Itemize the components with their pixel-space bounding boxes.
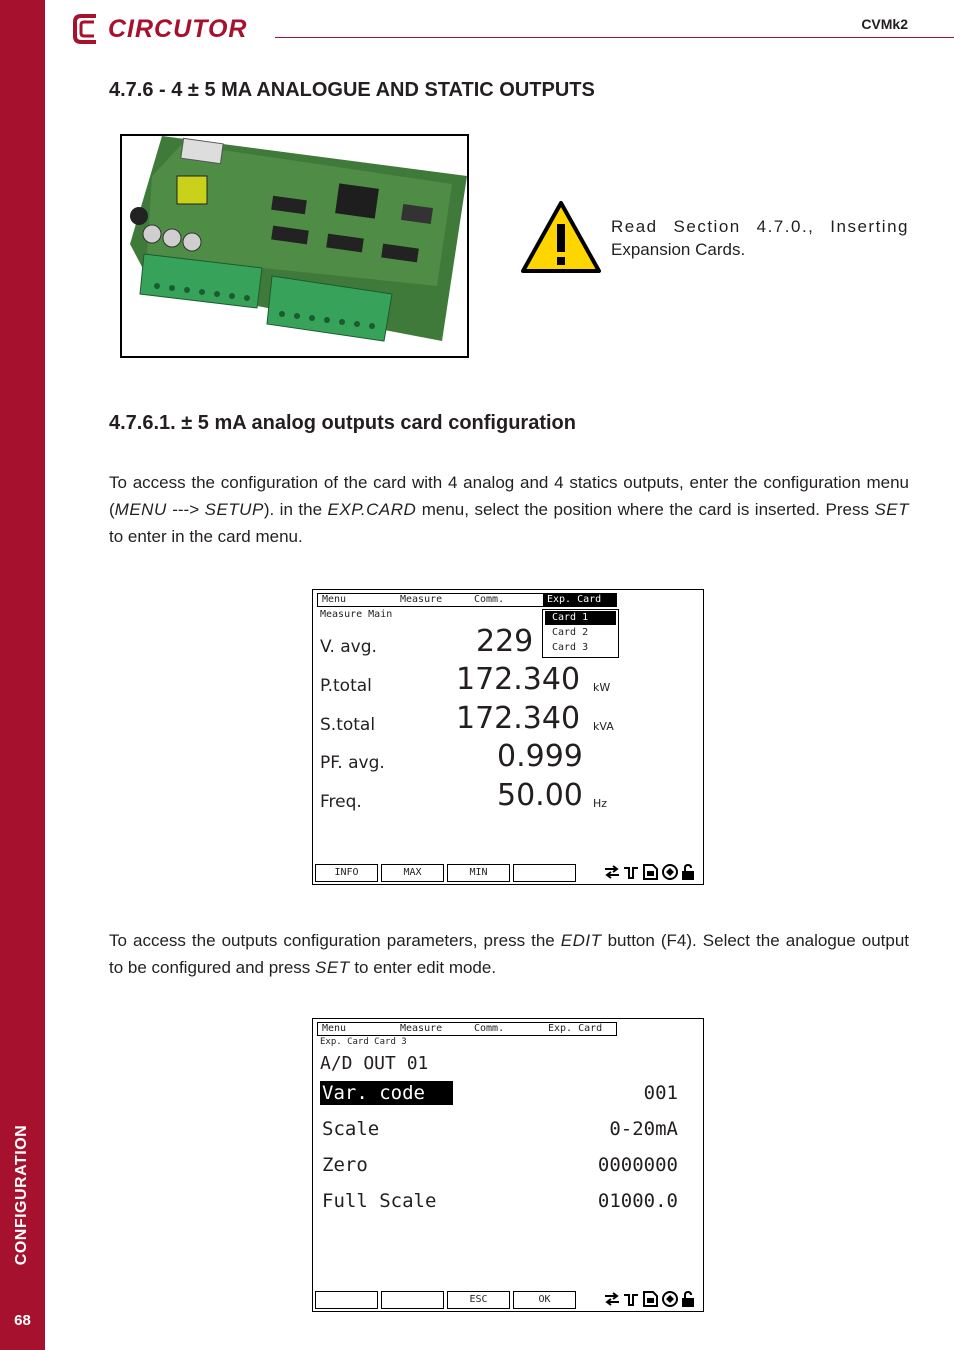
function-keys (315, 864, 579, 882)
param-value-var-code: 001 (643, 1082, 678, 1104)
menu-item-comm[interactable]: Comm. (474, 1023, 505, 1034)
rotation-icon (661, 1290, 679, 1308)
text-run: ---> (166, 500, 205, 519)
fkey-f2[interactable] (381, 1291, 444, 1309)
fkey-ok[interactable]: OK (513, 1291, 576, 1309)
warning-text (611, 215, 909, 261)
fkey-f4[interactable] (513, 864, 576, 882)
fkey-esc[interactable]: ESC (447, 1291, 510, 1309)
menu-item-exp-card[interactable]: Exp. Card (543, 594, 616, 606)
section-title: 4.7.6 - 4 ± 5 MA ANALOGUE AND STATIC OUTPUTS (109, 79, 595, 101)
dropdown-item-card-1[interactable]: Card 1 (545, 611, 616, 625)
lcd-menu-bar (317, 593, 617, 607)
fkey-min[interactable]: MIN (447, 864, 510, 882)
row-label-pf-avg: PF. avg. (320, 753, 385, 773)
lcd-menu-bar (317, 1022, 617, 1036)
menu-item-comm[interactable]: Comm. (474, 594, 505, 605)
keyword-menu: MENU (114, 500, 167, 519)
dropdown-item-card-3[interactable]: Card 3 (552, 642, 589, 653)
text-run: to enter in the card menu. (109, 527, 303, 546)
lcd-breadcrumb: Measure Main (320, 609, 393, 620)
text-run: To access the outputs configuration parameters, press the (109, 931, 561, 950)
sd-card-icon (641, 863, 659, 881)
param-row-var-code[interactable] (320, 1081, 678, 1105)
dropdown-item-card-2[interactable]: Card 2 (552, 627, 589, 638)
row-unit-freq: Hz (593, 797, 608, 810)
warning-icon (520, 200, 602, 274)
fkey-f1[interactable] (315, 1291, 378, 1309)
menu-item-exp-card[interactable]: Exp. Card (548, 1023, 603, 1034)
subsection-title: 4.7.6.1. ± 5 mA analog outputs card configuration (109, 412, 576, 434)
function-keys (315, 1291, 579, 1309)
keyword-exp-card: EXP.CARD (327, 500, 417, 519)
pcb-illustration (122, 136, 467, 356)
intro-paragraph (109, 469, 909, 550)
fkey-info[interactable]: INFO (315, 864, 378, 882)
keyword-set: SET (874, 500, 910, 519)
expansion-card-photo (120, 134, 469, 358)
menu-item-menu[interactable]: Menu (322, 594, 347, 605)
edit-paragraph (109, 927, 909, 981)
lcd-screen-analog-output (312, 1018, 704, 1312)
row-unit-p-total: kW (593, 681, 611, 694)
warning-line-1: Read Section 4.7.0., Inserting (611, 217, 909, 236)
comm-arrows-icon (603, 1291, 621, 1307)
text-run: ). in the (263, 500, 328, 519)
row-value-v-avg: 229 (476, 624, 534, 659)
header-rule (275, 37, 954, 38)
brand-name: CIRCUTOR (108, 14, 248, 43)
row-label-v-avg: V. avg. (320, 637, 377, 657)
brand-logo (72, 12, 247, 46)
lock-icon (681, 1290, 695, 1308)
pulse-icon (623, 1291, 639, 1307)
param-value-full-scale: 01000.0 (597, 1190, 678, 1212)
param-label-full-scale: Full Scale (322, 1190, 437, 1212)
keyword-set: SET (315, 958, 350, 977)
lock-icon (681, 863, 695, 881)
output-title: A/D OUT 01 (320, 1053, 429, 1074)
param-value-scale: 0-20mA (609, 1118, 678, 1140)
row-label-p-total: P.total (320, 676, 372, 696)
text-run: To access the configuration of the card with 4 analog and 4 statics outputs, enter the configuration menu ( (109, 473, 909, 519)
param-label-var-code: Var. code (320, 1081, 453, 1105)
warning-line-2: Expansion Cards. (611, 240, 746, 259)
status-icons (603, 862, 695, 882)
sd-card-icon (641, 1290, 659, 1308)
text-run: to enter edit mode. (349, 958, 497, 977)
param-label-zero: Zero (322, 1154, 368, 1176)
exp-card-dropdown (542, 609, 619, 658)
brand-mark-icon (72, 13, 102, 45)
menu-item-measure[interactable]: Measure (400, 1023, 443, 1034)
param-row-full-scale[interactable] (320, 1189, 678, 1213)
row-label-s-total: S.total (320, 715, 376, 735)
fkey-max[interactable]: MAX (381, 864, 444, 882)
row-value-pf-avg: 0.999 (497, 739, 583, 774)
lcd-screen-measure (312, 589, 704, 885)
document-code: CVMk2 (861, 16, 908, 32)
status-icons (603, 1289, 695, 1309)
keyword-setup: SETUP (204, 500, 264, 519)
menu-item-menu[interactable]: Menu (322, 1023, 347, 1034)
pulse-icon (623, 864, 639, 880)
row-value-p-total: 172.340 (456, 662, 581, 697)
param-label-scale: Scale (322, 1118, 380, 1140)
param-row-zero[interactable] (320, 1153, 678, 1177)
param-value-zero: 0000000 (597, 1154, 678, 1176)
rotation-icon (661, 863, 679, 881)
text-run: button (F4). Select the analogue output to be configured and press (109, 931, 909, 977)
row-label-freq: Freq. (320, 792, 362, 812)
row-unit-s-total: kVA (593, 720, 614, 733)
page-number: 68 (14, 1312, 31, 1329)
lcd-breadcrumb: Exp. Card Card 3 (320, 1037, 407, 1047)
text-run: menu, select the position where the card is inserted. Press (416, 500, 875, 519)
section-side-label: CONFIGURATION (13, 1124, 30, 1266)
comm-arrows-icon (603, 864, 621, 880)
menu-item-measure[interactable]: Measure (400, 594, 443, 605)
row-value-freq: 50.00 (497, 778, 583, 813)
row-value-s-total: 172.340 (456, 701, 581, 736)
keyword-edit: EDIT (560, 931, 602, 950)
param-row-scale[interactable] (320, 1117, 678, 1141)
